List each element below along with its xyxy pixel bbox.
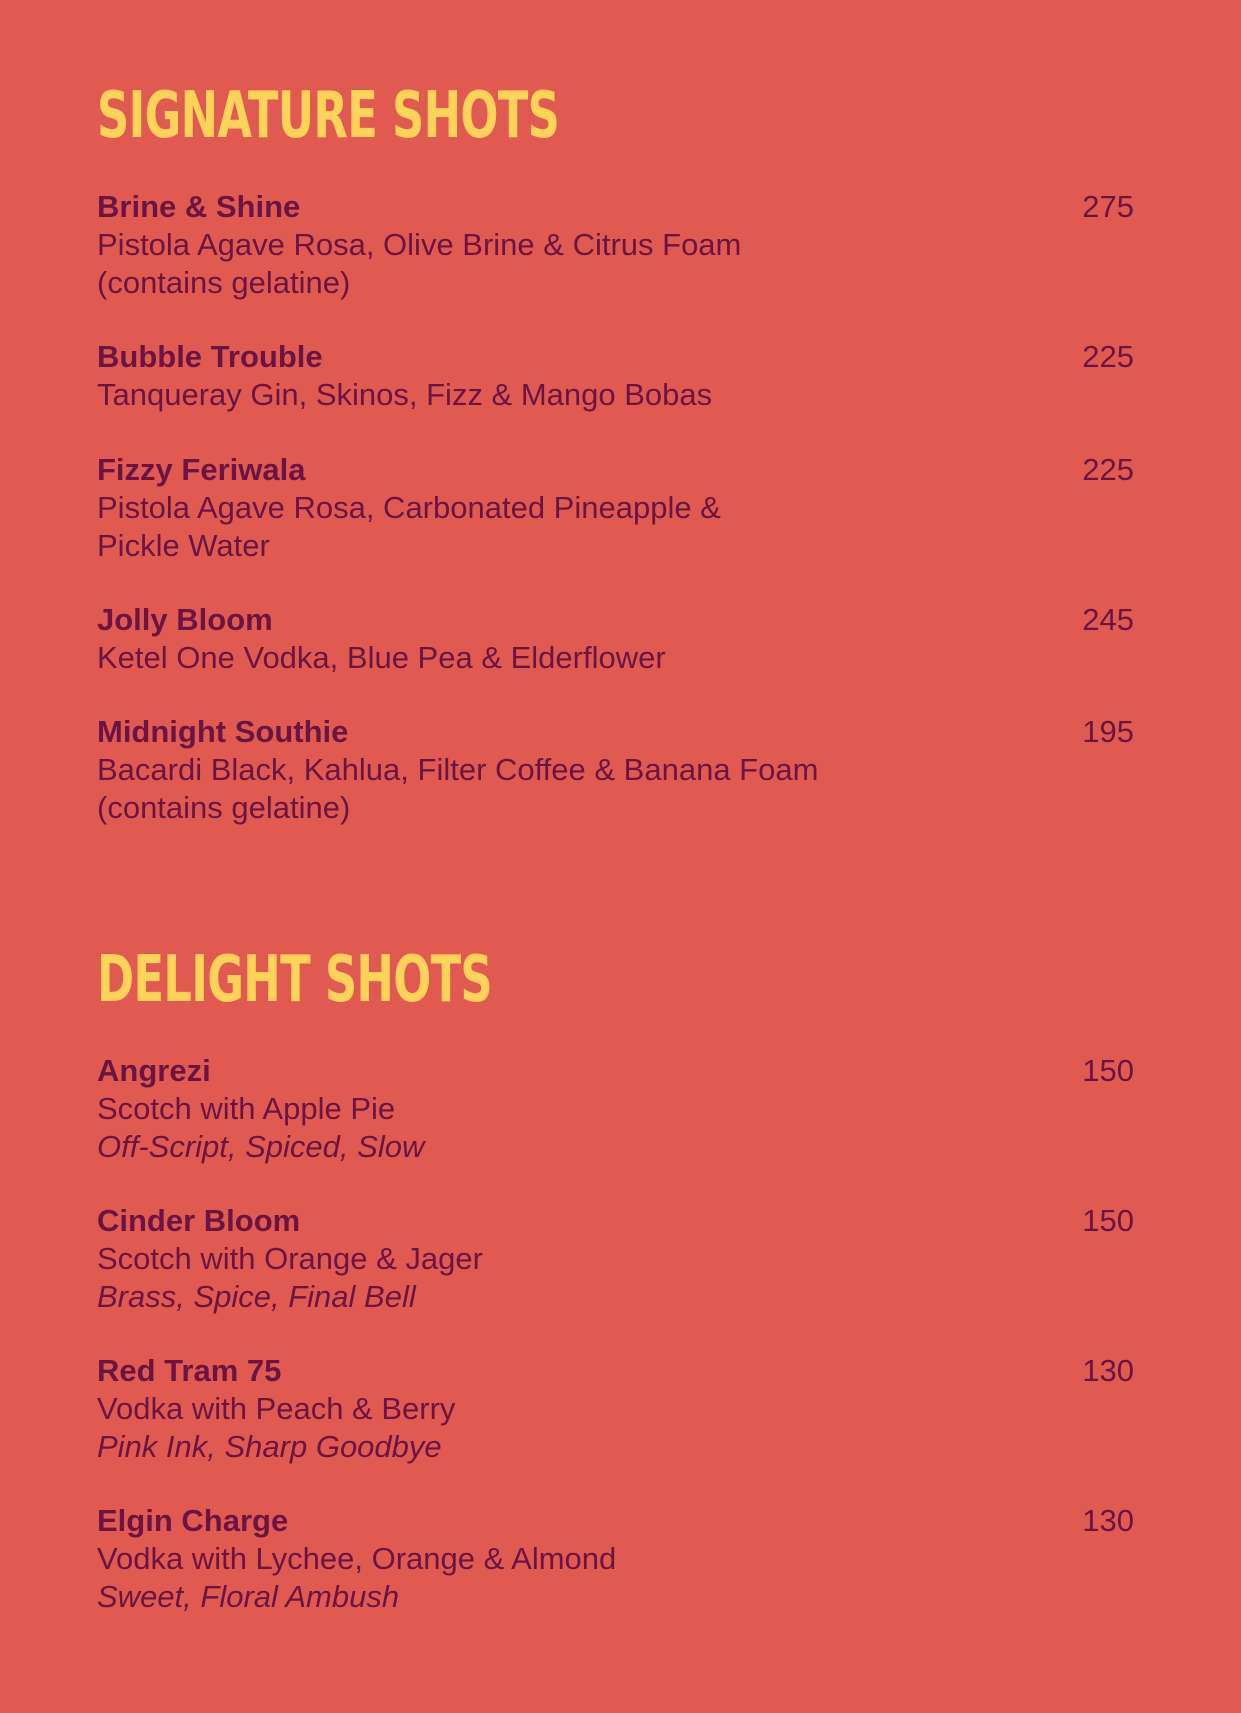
item-description: Scotch with Apple Pie: [97, 1091, 396, 1126]
item-description: Vodka with Peach & Berry: [97, 1391, 456, 1426]
item-name: Angrezi: [97, 1053, 211, 1088]
item-price: 130: [1082, 1353, 1134, 1388]
section-title-delight-shots: DELIGHT SHOTS: [97, 943, 492, 1017]
item-description: Pistola Agave Rosa, Carbonated Pineapple &: [97, 490, 721, 525]
item-price: 225: [1082, 452, 1134, 487]
item-tasting-notes: Sweet, Floral Ambush: [97, 1579, 400, 1614]
menu-item-elgin-charge: [97, 1502, 1134, 1616]
item-description: (contains gelatine): [97, 790, 351, 825]
item-description: Ketel One Vodka, Blue Pea & Elderflower: [97, 640, 666, 675]
menu-item-fizzy-feriwala: [97, 451, 1134, 565]
item-price: 150: [1082, 1203, 1134, 1238]
item-price: 150: [1082, 1053, 1134, 1088]
item-description: Pickle Water: [97, 528, 270, 563]
item-name: Elgin Charge: [97, 1503, 289, 1538]
item-price: 195: [1082, 714, 1134, 749]
item-name: Cinder Bloom: [97, 1203, 301, 1238]
item-description: Scotch with Orange & Jager: [97, 1241, 483, 1276]
item-name: Fizzy Feriwala: [97, 452, 306, 487]
item-description: Tanqueray Gin, Skinos, Fizz & Mango Bobas: [97, 377, 713, 412]
item-description: Pistola Agave Rosa, Olive Brine & Citrus Foam: [97, 227, 742, 262]
item-price: 225: [1082, 339, 1134, 374]
item-price: 245: [1082, 602, 1134, 637]
item-tasting-notes: Brass, Spice, Final Bell: [97, 1279, 416, 1314]
item-price: 275: [1082, 189, 1134, 224]
menu-item-cinder-bloom: [97, 1202, 1134, 1316]
item-tasting-notes: Off-Script, Spiced, Slow: [97, 1129, 425, 1164]
item-description: Bacardi Black, Kahlua, Filter Coffee & Banana Foam: [97, 752, 819, 787]
item-name: Brine & Shine: [97, 189, 301, 224]
menu-item-midnight-southie: [97, 713, 1134, 827]
item-name: Jolly Bloom: [97, 602, 273, 637]
item-description: Vodka with Lychee, Orange & Almond: [97, 1541, 617, 1576]
item-name: Midnight Southie: [97, 714, 349, 749]
item-description: (contains gelatine): [97, 265, 351, 300]
item-tasting-notes: Pink Ink, Sharp Goodbye: [97, 1429, 442, 1464]
item-price: 130: [1082, 1503, 1134, 1538]
item-name: Red Tram 75: [97, 1353, 282, 1388]
item-name: Bubble Trouble: [97, 339, 323, 374]
menu-item-brine-and-shine: [97, 188, 1134, 302]
menu-page: [97, 0, 1134, 1713]
menu-item-bubble-trouble: [97, 338, 1134, 414]
menu-item-red-tram-75: [97, 1352, 1134, 1466]
section-title-signature-shots: SIGNATURE SHOTS: [97, 79, 560, 153]
menu-item-angrezi: [97, 1052, 1134, 1166]
menu-item-jolly-bloom: [97, 601, 1134, 677]
